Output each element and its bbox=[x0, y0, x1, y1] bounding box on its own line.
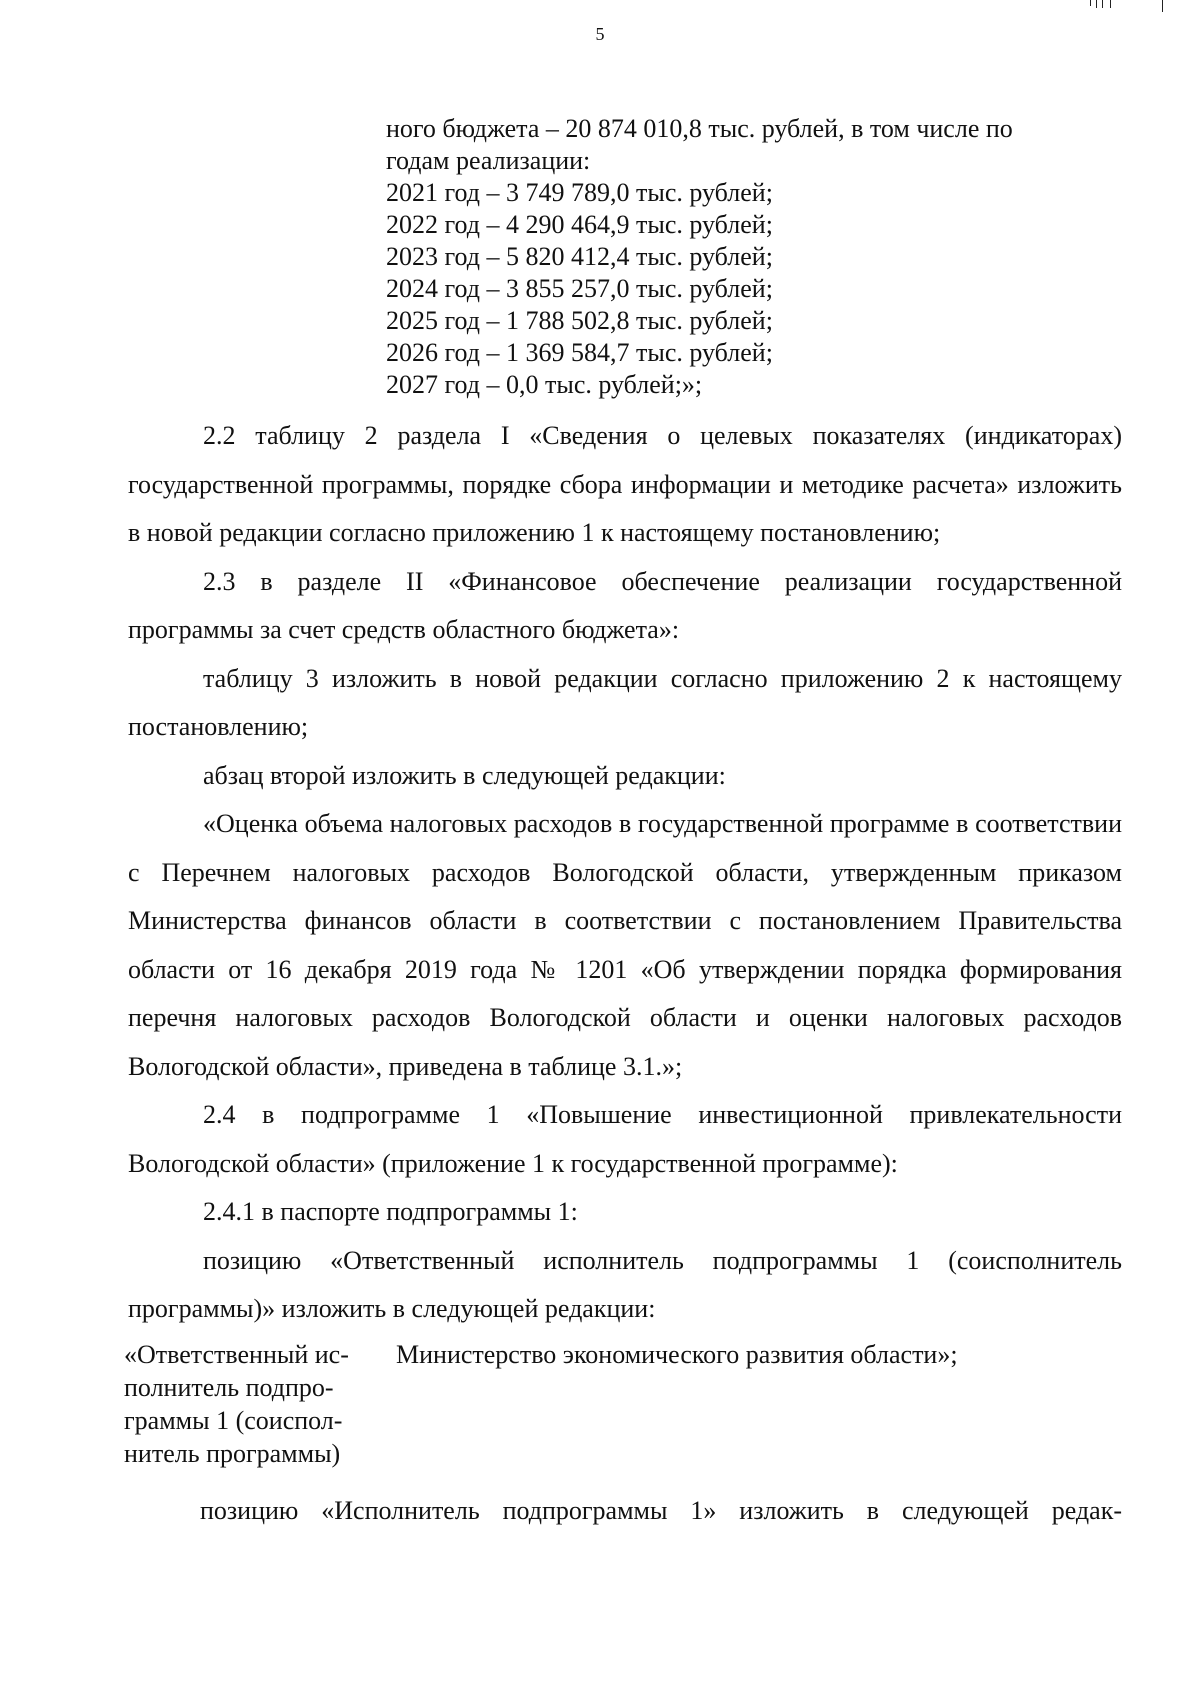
position-label-line: полнитель подпро- bbox=[124, 1373, 334, 1402]
passport-position-table bbox=[124, 1338, 1124, 1470]
paragraph-2-2: 2.2 таблицу 2 раздела I «Сведения о целевых показателях (индикаторах) государственной программы, порядке сбора информации и методике расчета» изложить в новой редакции согласно приложению 1 к настоящему постановлению; bbox=[128, 421, 1122, 547]
position-label-line: «Ответственный ис- bbox=[124, 1340, 349, 1369]
budget-line-2022: 2022 год – 4 290 464,9 тыс. рублей; bbox=[386, 210, 773, 239]
paragraph-position-responsible: позицию «Ответственный исполнитель подпрограммы 1 (соисполнитель программы)» изложить в следующей редакции: bbox=[128, 1245, 1122, 1323]
page-number: 5 bbox=[595, 24, 605, 44]
budget-line: годам реализации: bbox=[386, 146, 591, 175]
budget-line-2023: 2023 год – 5 820 412,4 тыс. рублей; bbox=[386, 242, 773, 271]
paragraph-2-4-1: 2.4.1 в паспорте подпрограммы 1: bbox=[203, 1197, 578, 1226]
scan-edge-marks bbox=[1050, 0, 1170, 12]
budget-line-2021: 2021 год – 3 749 789,0 тыс. рублей; bbox=[386, 178, 773, 207]
position-label-line: нитель программы) bbox=[124, 1439, 341, 1468]
budget-line: ного бюджета – 20 874 010,8 тыс. рублей, в том числе по bbox=[386, 114, 1013, 143]
scan-mark bbox=[1102, 0, 1103, 8]
scan-mark bbox=[1096, 0, 1097, 8]
position-label-cell bbox=[124, 1338, 386, 1470]
scan-mark bbox=[1162, 0, 1163, 12]
paragraph-2-3: 2.3 в разделе II «Финансовое обеспечение реализации государственной программы за счет средств областного бюджета»: bbox=[128, 566, 1122, 644]
paragraph-table-3: таблицу 3 изложить в новой редакции согласно приложению 2 к настоящему постановлению; bbox=[128, 663, 1122, 741]
paragraph-position-executor: позицию «Исполнитель подпрограммы 1» изложить в следующей редак- bbox=[200, 1496, 1122, 1525]
paragraph-tax-assessment: «Оценка объема налоговых расходов в государственной программе в соответствии с Перечнем налоговых расходов Вологодской области, утвержденным приказом Министерства финансов области в соответствии с постановлением Правительства области от 16 декабря 2019 года № 1201 «Об утверждении порядка формирования перечня налоговых расходов Вологодской области и оценки налоговых расходов Вологодской области», приведена в таблице 3.1.»; bbox=[128, 809, 1122, 1081]
budget-line-2026: 2026 год – 1 369 584,7 тыс. рублей; bbox=[386, 338, 773, 367]
budget-continuation bbox=[386, 113, 1126, 401]
budget-line-2027: 2027 год – 0,0 тыс. рублей;»; bbox=[386, 370, 703, 399]
scan-mark bbox=[1090, 0, 1091, 6]
budget-line-2025: 2025 год – 1 788 502,8 тыс. рублей; bbox=[386, 306, 773, 335]
paragraph-second-abzac: абзац второй изложить в следующей редакции: bbox=[203, 760, 726, 790]
position-label-line: граммы 1 (соиспол- bbox=[124, 1406, 343, 1435]
paragraph-2-4: 2.4 в подпрограмме 1 «Повышение инвестиционной привлекательности Вологодской области» (приложение 1 к государственной программе): bbox=[128, 1100, 1122, 1178]
budget-line-2024: 2024 год – 3 855 257,0 тыс. рублей; bbox=[386, 274, 773, 303]
scan-mark bbox=[1110, 0, 1111, 8]
document-body bbox=[128, 412, 1122, 1334]
position-value-cell: Министерство экономического развития области»; bbox=[396, 1340, 958, 1369]
